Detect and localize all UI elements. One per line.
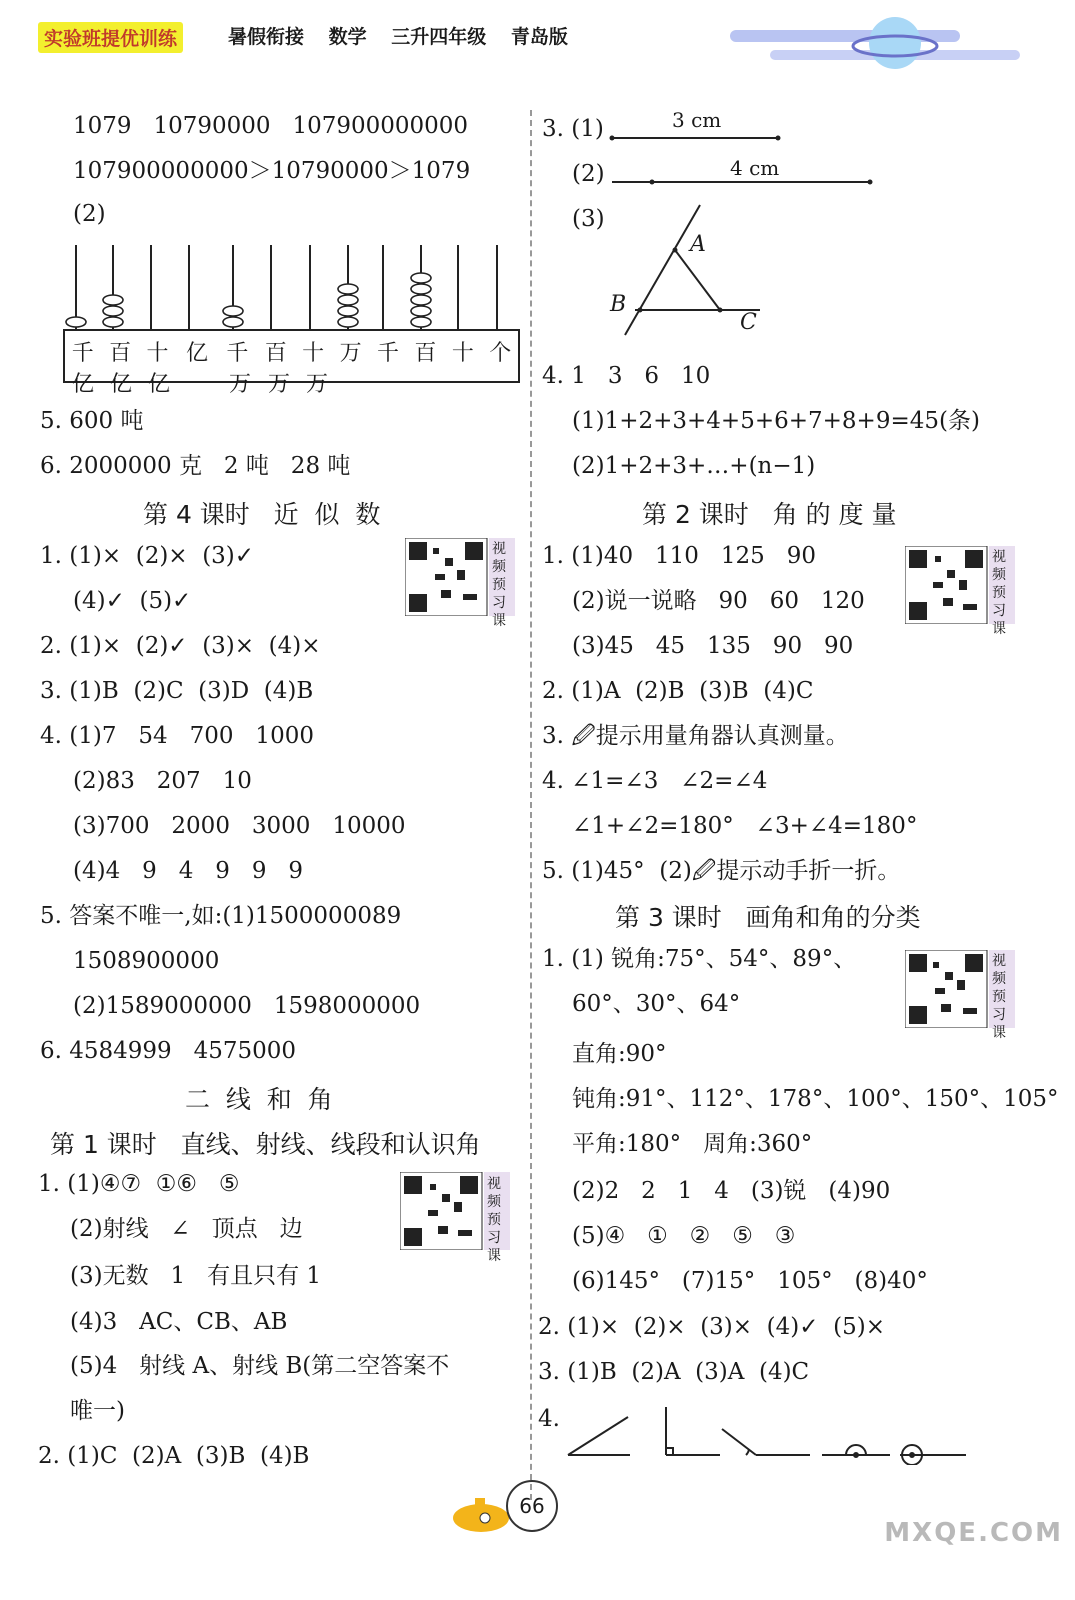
- answer-line: 1. (1)40 110 125 90: [542, 543, 816, 569]
- subtitle-item: 数学: [328, 26, 367, 48]
- qr-label: 视频预习课: [992, 953, 1006, 1041]
- abacus-label: 百: [109, 341, 132, 366]
- answer-line: 钝角:91°、112°、178°、100°、150°、105°: [572, 1086, 1059, 1112]
- answer-line: 平角:180° 周角:360°: [572, 1131, 813, 1157]
- abacus-label: 十: [302, 341, 325, 366]
- answer-line: 1. (1)④⑦ ①⑥ ⑤: [38, 1171, 240, 1197]
- subtitle-item: 三升四年级: [391, 26, 487, 48]
- answer-line: 2. (1)C (2)A (3)B (4)B: [38, 1443, 310, 1469]
- answer-line: (4)✓ (5)✓: [73, 588, 192, 614]
- answer-line: 6. 4584999 4575000: [40, 1038, 297, 1064]
- abacus-label: 个: [489, 341, 512, 366]
- answer-line: (2)83 207 10: [73, 768, 252, 794]
- answer-line: (5)④ ① ② ⑤ ③: [572, 1223, 796, 1249]
- abacus-label: 亿: [185, 341, 208, 366]
- answer-line: (3)700 2000 3000 10000: [73, 813, 406, 839]
- qr-label: 视频预习课: [492, 541, 506, 629]
- answer-line: 3. (1): [542, 116, 604, 142]
- abacus-label: [178, 367, 220, 398]
- answer-line: 5. (1)45° (2)🖉提示动手折一折。: [542, 858, 901, 884]
- abacus-label: 千: [226, 341, 249, 366]
- answer-line: (2): [73, 201, 106, 227]
- answer-line: (2)2 2 1 4 (3)锐 (4)90: [572, 1178, 891, 1204]
- section-heading: 第 4 课时 近 似 数: [143, 500, 381, 529]
- answer-line: 1. (1)× (2)× (3)✓: [40, 543, 255, 569]
- answer-line: 6. 2000000 克 2 吨 28 吨: [40, 453, 351, 479]
- abacus-label: 十: [146, 341, 169, 366]
- answer-line: 4.: [538, 1406, 560, 1432]
- abacus-label: 亿: [147, 372, 170, 397]
- answer-line: (3)45 45 135 90 90: [572, 633, 854, 659]
- answer-line: (2)说一说略 90 60 120: [572, 588, 865, 614]
- answer-line: (2): [572, 161, 605, 187]
- abacus-label: 万: [267, 372, 290, 397]
- answer-line: 60°、30°、64°: [572, 991, 741, 1017]
- answer-line: 直角:90°: [572, 1041, 667, 1067]
- section-heading: 第 2 课时 角 的 度 量: [642, 500, 897, 529]
- answer-line: 5. 600 吨: [40, 408, 144, 434]
- abacus-labels: [64, 336, 519, 398]
- answer-line: 2. (1)A (2)B (3)B (4)C: [542, 678, 814, 704]
- point-label-b: B: [610, 292, 627, 317]
- answer-line: (3): [572, 206, 605, 232]
- planet-decoration-icon: [730, 8, 1030, 78]
- abacus-label: 百: [414, 341, 437, 366]
- answer-line: 唯一): [70, 1398, 125, 1424]
- answer-line: (2)1+2+3+…+(n−1): [572, 453, 816, 479]
- answer-line: 107900000000＞10790000＞1079: [73, 158, 471, 184]
- abacus-label: 十: [451, 341, 474, 366]
- watermark: MXQE.COM: [884, 1518, 1063, 1548]
- answer-line: 4. (1)7 54 700 1000: [40, 723, 314, 749]
- answer-line: 1. (1) 锐角:75°、54°、89°、: [542, 946, 857, 972]
- abacus-label: 千: [376, 341, 399, 366]
- abacus-label: 百: [264, 341, 287, 366]
- point-label-c: C: [740, 310, 757, 335]
- chapter-heading: 二 线 和 角: [185, 1085, 333, 1114]
- answer-line: (2)1589000000 1598000000: [73, 993, 421, 1019]
- answer-line: 1079 10790000 107900000000: [73, 113, 469, 139]
- header-subtitle: [228, 22, 586, 49]
- abacus-label: 万: [228, 372, 251, 397]
- answer-line: (3)无数 1 有且只有 1: [70, 1263, 322, 1289]
- abacus-label: 亿: [109, 372, 132, 397]
- answer-line: 4. ∠1=∠3 ∠2=∠4: [542, 768, 768, 794]
- segment-label: 3 cm: [672, 108, 722, 132]
- answer-line: (4)4 9 4 9 9 9: [73, 858, 304, 884]
- abacus-label: 亿: [71, 372, 94, 397]
- abacus-label: 万: [305, 372, 328, 397]
- answer-line: (1)1+2+3+4+5+6+7+8+9=45(条): [572, 408, 980, 434]
- answer-line: (6)145° (7)15° 105° (8)40°: [572, 1268, 928, 1294]
- answer-line: 1508900000: [73, 948, 220, 974]
- subtitle-item: 暑假衔接: [228, 26, 305, 48]
- qr-label: 视频预习课: [487, 1176, 501, 1264]
- answer-line: 3. (1)B (2)A (3)A (4)C: [538, 1359, 810, 1385]
- angle-drawings: [560, 1405, 980, 1465]
- answer-line: 3. 🖉提示用量角器认真测量。: [542, 723, 849, 749]
- answer-line: (2)射线 ∠ 顶点 边: [70, 1216, 303, 1242]
- answer-line: 2. (1)× (2)× (3)× (4)✓ (5)×: [538, 1314, 885, 1340]
- section-heading: 第 1 课时 直线、射线、线段和认识角: [50, 1130, 481, 1159]
- abacus-label: 万: [339, 341, 362, 366]
- answer-line: 5. 答案不唯一,如:(1)1500000089: [40, 903, 402, 929]
- point-label-a: A: [690, 232, 706, 257]
- subtitle-item: 青岛版: [510, 26, 568, 48]
- answer-line: 3. (1)B (2)C (3)D (4)B: [40, 678, 314, 704]
- answer-line: (5)4 射线 A、射线 B(第二空答案不: [70, 1353, 450, 1379]
- page-number: 66: [506, 1480, 558, 1532]
- answer-line: (4)3 AC、CB、AB: [70, 1309, 288, 1335]
- page-header: [0, 0, 1075, 80]
- answer-line: 2. (1)× (2)✓ (3)× (4)×: [40, 633, 321, 659]
- brand-title: 实验班提优训练: [38, 22, 183, 53]
- qr-label: 视频预习课: [992, 549, 1006, 637]
- segment-label: 4 cm: [730, 156, 780, 180]
- answer-line: 4. 1 3 6 10: [542, 363, 711, 389]
- column-divider: [530, 110, 532, 1500]
- section-heading: 第 3 课时 画角和角的分类: [615, 903, 921, 932]
- abacus-label: 千: [71, 341, 94, 366]
- answer-line: ∠1+∠2=180° ∠3+∠4=180°: [572, 813, 918, 839]
